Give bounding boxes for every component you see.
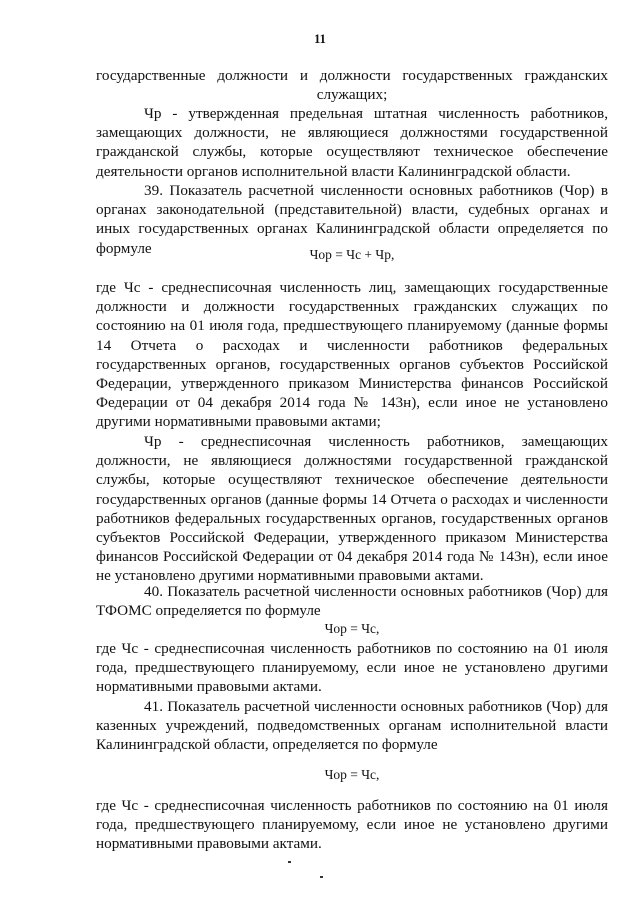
scan-mark <box>320 876 323 878</box>
formula-40: Чор = Чс, <box>324 621 380 636</box>
paragraph-41: 41. Показатель расчетной численности основных работников (Чор) для казенных учреждений, подведомственных органам исполнительной власти Калининградской области, определяется по формуле <box>96 698 608 754</box>
paragraph-continuation: государственные должности и должности государственных гражданских служащих; <box>96 67 608 104</box>
page-number: 11 <box>314 32 326 46</box>
formula-41: Чор = Чс, <box>324 767 380 782</box>
scan-mark <box>288 861 291 863</box>
definition-40-chs: где Чс - среднесписочная численность работников по состоянию на 01 июля года, предшествующего планируемому, если иное не установлено другими нормативными правовыми актами. <box>96 640 608 696</box>
definition-39-chr: Чр - среднесписочная численность работников, замещающих должности, не являющиеся должностями государственной гражданской службы, которые осуществляют техническое обеспечение деятельности государственных органов (данные формы 14 Отчета о расходах и численности работников федеральных государственных органов, государственных органов субъектов Российской Федерации, утвержденного приказом Министерства финансов Российской Федерации от 04 декабря 2014 года № 143н), если иное не установлено другими нормативными правовыми актами. <box>96 433 608 585</box>
definition-chr-limit: Чр - утвержденная предельная штатная численность работников, замещающих должности, не являющиеся должностями государственной гражданской службы, которые осуществляют техническое обеспечение деятельности органов исполнительной власти Калининградской области. <box>96 105 608 180</box>
formula-39: Чор = Чс + Чр, <box>309 247 395 262</box>
definition-39-chs: где Чс - среднесписочная численность лиц, замещающих государственные должности и должности государственных гражданских служащих по состоянию на 01 июля года, предшествующего планируемому (данные формы 14 Отчета о расходах и численности работников федеральных государственных органов, государственных органов субъектов Российской Федерации, утвержденного приказом Министерства финансов Российской Федерации от 04 декабря 2014 года № 143н), если иное не установлено другими нормативными правовыми актами; <box>96 279 608 431</box>
definition-41-chs: где Чс - среднесписочная численность работников по состоянию на 01 июля года, предшествующего планируемому, если иное не установлено другими нормативными правовыми актами. <box>96 797 608 853</box>
paragraph-39: 39. Показатель расчетной численности основных работников (Чор) в органах законодательной (представительной) власти, судебных органах и иных государственных органах Калининградской области определяется по формуле <box>96 182 608 257</box>
paragraph-40: 40. Показатель расчетной численности основных работников (Чор) для ТФОМС определяется по формуле <box>96 583 608 620</box>
